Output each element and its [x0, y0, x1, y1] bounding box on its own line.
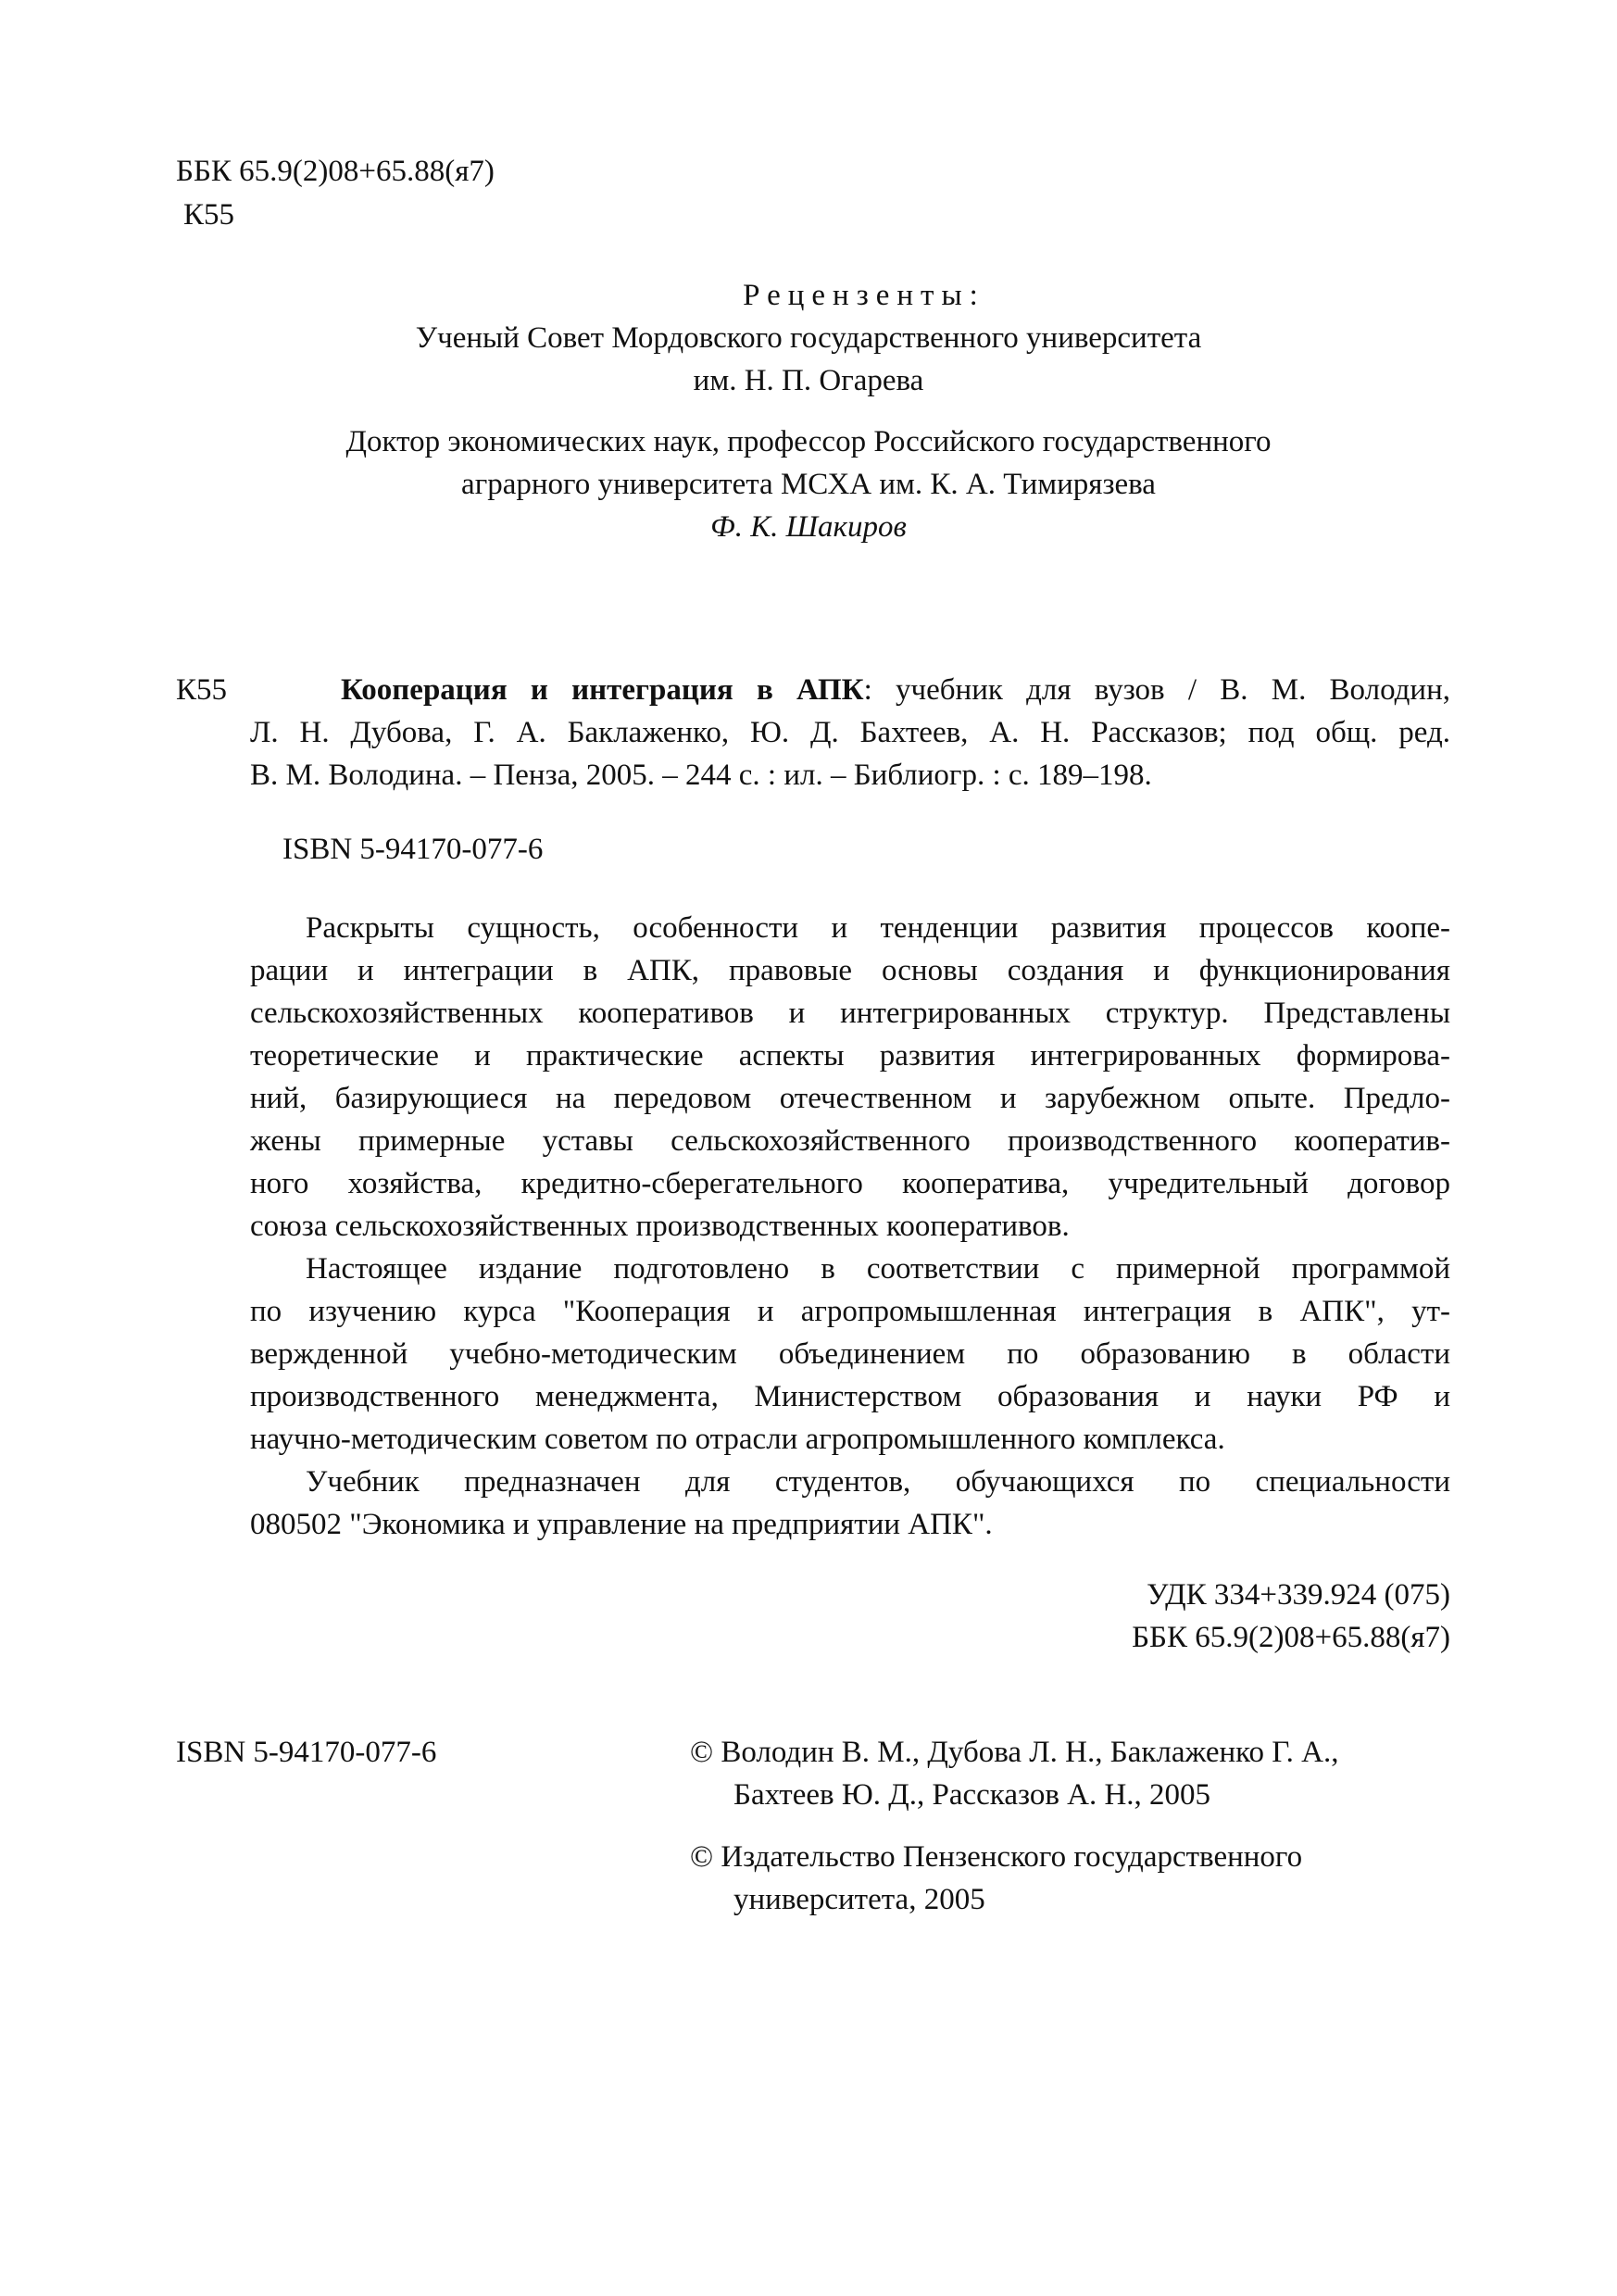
copyright-publisher-line1: © Издательство Пензенского государственного — [690, 1840, 1303, 1874]
footer-isbn: ISBN 5-94170-077-6 — [176, 1736, 437, 1769]
catalog-author-code: К55 — [176, 673, 228, 707]
abstract-p2-line: вержденной учебно-методическим объединением по образованию в области — [250, 1337, 1450, 1371]
copyright-authors-line1: © Володин В. М., Дубова Л. Н., Баклаженко Г. А., — [690, 1736, 1339, 1769]
author-code-header: К55 — [183, 198, 235, 232]
abstract-p1-line: союза сельскохозяйственных производственных кооперативов. — [250, 1210, 1070, 1243]
abstract-p1-line: Раскрыты сущность, особенности и тенденции развития процессов коопе- — [306, 911, 1450, 945]
catalog-line2: Л. Н. Дубова, Г. А. Баклаженко, Ю. Д. Бахтеев, А. Н. Рассказов; под общ. ред. — [250, 716, 1450, 749]
bbk-code: ББК 65.9(2)08+65.88(я7) — [1132, 1621, 1450, 1654]
abstract-p1-line: рации и интеграции в АПК, правовые основы создания и функционирования — [250, 954, 1450, 987]
abstract-p2-line: Настоящее издание подготовлено в соответствии с примерной программой — [306, 1252, 1450, 1286]
reviewer-org-line2: им. Н. П. Огарева — [693, 364, 924, 397]
copyright-publisher-line2: университета, 2005 — [733, 1883, 985, 1916]
abstract-p1-line: жены примерные уставы сельскохозяйственного производственного кооператив- — [250, 1124, 1450, 1158]
abstract-p1-line: сельскохозяйственных кооперативов и интегрированных структур. Представлены — [250, 997, 1450, 1030]
abstract-p2-line: по изучению курса "Кооперация и агропромышленная интеграция в АПК", ут- — [250, 1295, 1450, 1328]
catalog-line1-rest: : учебник для вузов / В. М. Володин, — [863, 673, 1450, 707]
catalog-line1 — [341, 670, 1450, 711]
catalog-line3: В. М. Володина. – Пенза, 2005. – 244 с. : ил. – Библиогр. : с. 189–198. — [250, 759, 1152, 792]
bbk-header: ББК 65.9(2)08+65.88(я7) — [176, 155, 495, 188]
udk-code: УДК 334+339.924 (075) — [1147, 1578, 1450, 1612]
copyright-authors-line2: Бахтеев Ю. Д., Рассказов А. Н., 2005 — [733, 1778, 1211, 1812]
abstract-p1-line: теоретические и практические аспекты развития интегрированных формирова- — [250, 1039, 1450, 1073]
abstract-p2-line: производственного менеджмента, Министерством образования и науки РФ и — [250, 1380, 1450, 1413]
reviewers-heading: Рецензенты: — [743, 279, 985, 312]
reviewer-person-name: Ф. К. Шакиров — [710, 510, 907, 544]
abstract-p1-line: ний, базирующиеся на передовом отечественном и зарубежном опыте. Предло- — [250, 1082, 1450, 1115]
reviewer-person-line2: аграрного университета МСХА им. К. А. Тимирязева — [461, 468, 1156, 501]
catalog-title: Кооперация и интеграция в АПК — [341, 673, 864, 707]
catalog-isbn: ISBN 5-94170-077-6 — [282, 833, 544, 866]
abstract-p1-line: ного хозяйства, кредитно-сберегательного кооператива, учредительный договор — [250, 1167, 1450, 1200]
reviewer-person-line1: Доктор экономических наук, профессор Российского государственного — [345, 425, 1272, 458]
abstract-p3-line: Учебник предназначен для студентов, обучающихся по специальности — [306, 1465, 1450, 1499]
abstract-p3-line: 080502 "Экономика и управление на предприятии АПК". — [250, 1508, 993, 1541]
reviewer-org-line1: Ученый Совет Мордовского государственного университета — [415, 321, 1202, 355]
abstract-p2-line: научно-методическим советом по отрасли агропромышленного комплекса. — [250, 1423, 1225, 1456]
